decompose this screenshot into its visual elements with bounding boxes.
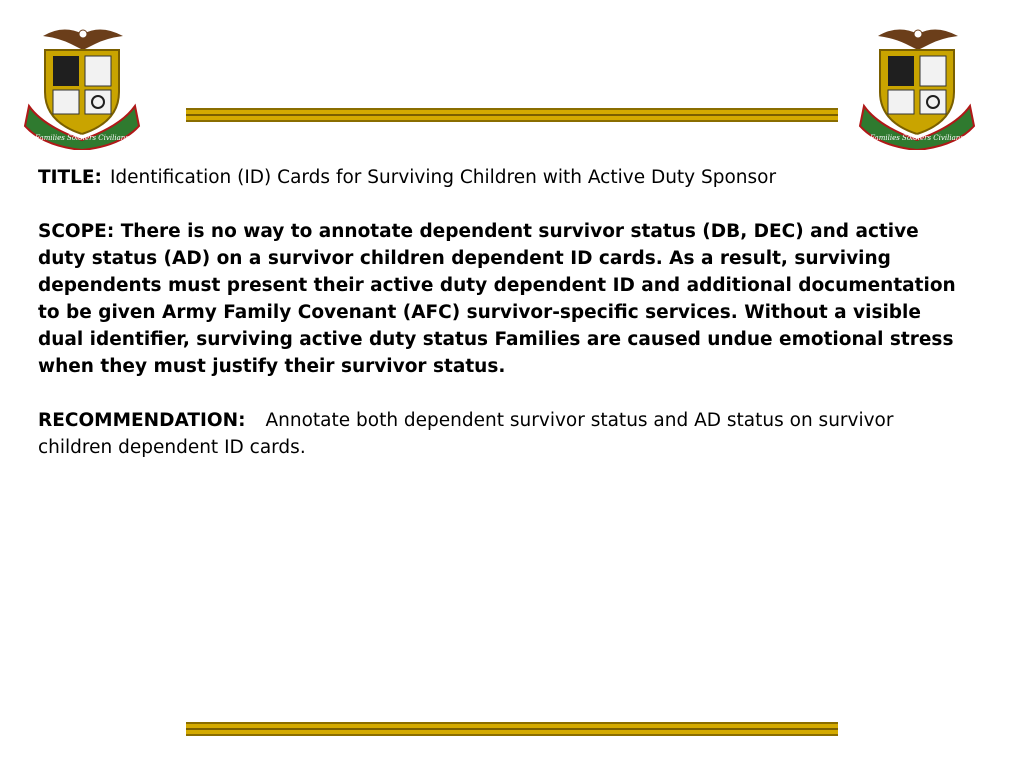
scope-label: SCOPE: — [38, 221, 115, 242]
svg-text:Families Soldiers Civilians: Families Soldiers Civilians — [870, 134, 964, 142]
top-divider — [186, 108, 838, 122]
recommendation-label: RECOMMENDATION: — [38, 410, 246, 431]
title-label: TITLE: — [38, 167, 102, 188]
recommendation-value: Annotate both dependent survivor status and AD status on survivor children dependent ID cards. — [38, 410, 894, 458]
families-soldiers-civilians-crest-icon — [23, 22, 141, 150]
scope-value: There is no way to annotate dependent survivor status (DB, DEC) and active duty status (AD) on a survivor children dependent ID cards. As a result, surviving dependents must present their active duty dependent ID and additional documentation to be given Army Family Covenant (AFC) survivor-specific services. Without a visible dual identifier, surviving active duty status Families are caused undue emotional stress when they must justify their survivor status. — [38, 221, 956, 377]
families-soldiers-civilians-crest-icon — [858, 22, 976, 150]
document-body — [38, 164, 958, 488]
svg-text:Families Soldiers Civilians: Families Soldiers Civilians — [35, 134, 129, 142]
crest-logo-right — [858, 22, 976, 150]
title-value: Identification (ID) Cards for Surviving Children with Active Duty Sponsor — [109, 167, 777, 188]
title-paragraph — [38, 164, 958, 191]
bottom-divider — [186, 722, 838, 736]
scope-paragraph — [38, 218, 958, 380]
crest-logo-left — [23, 22, 141, 150]
recommendation-paragraph — [38, 407, 958, 461]
